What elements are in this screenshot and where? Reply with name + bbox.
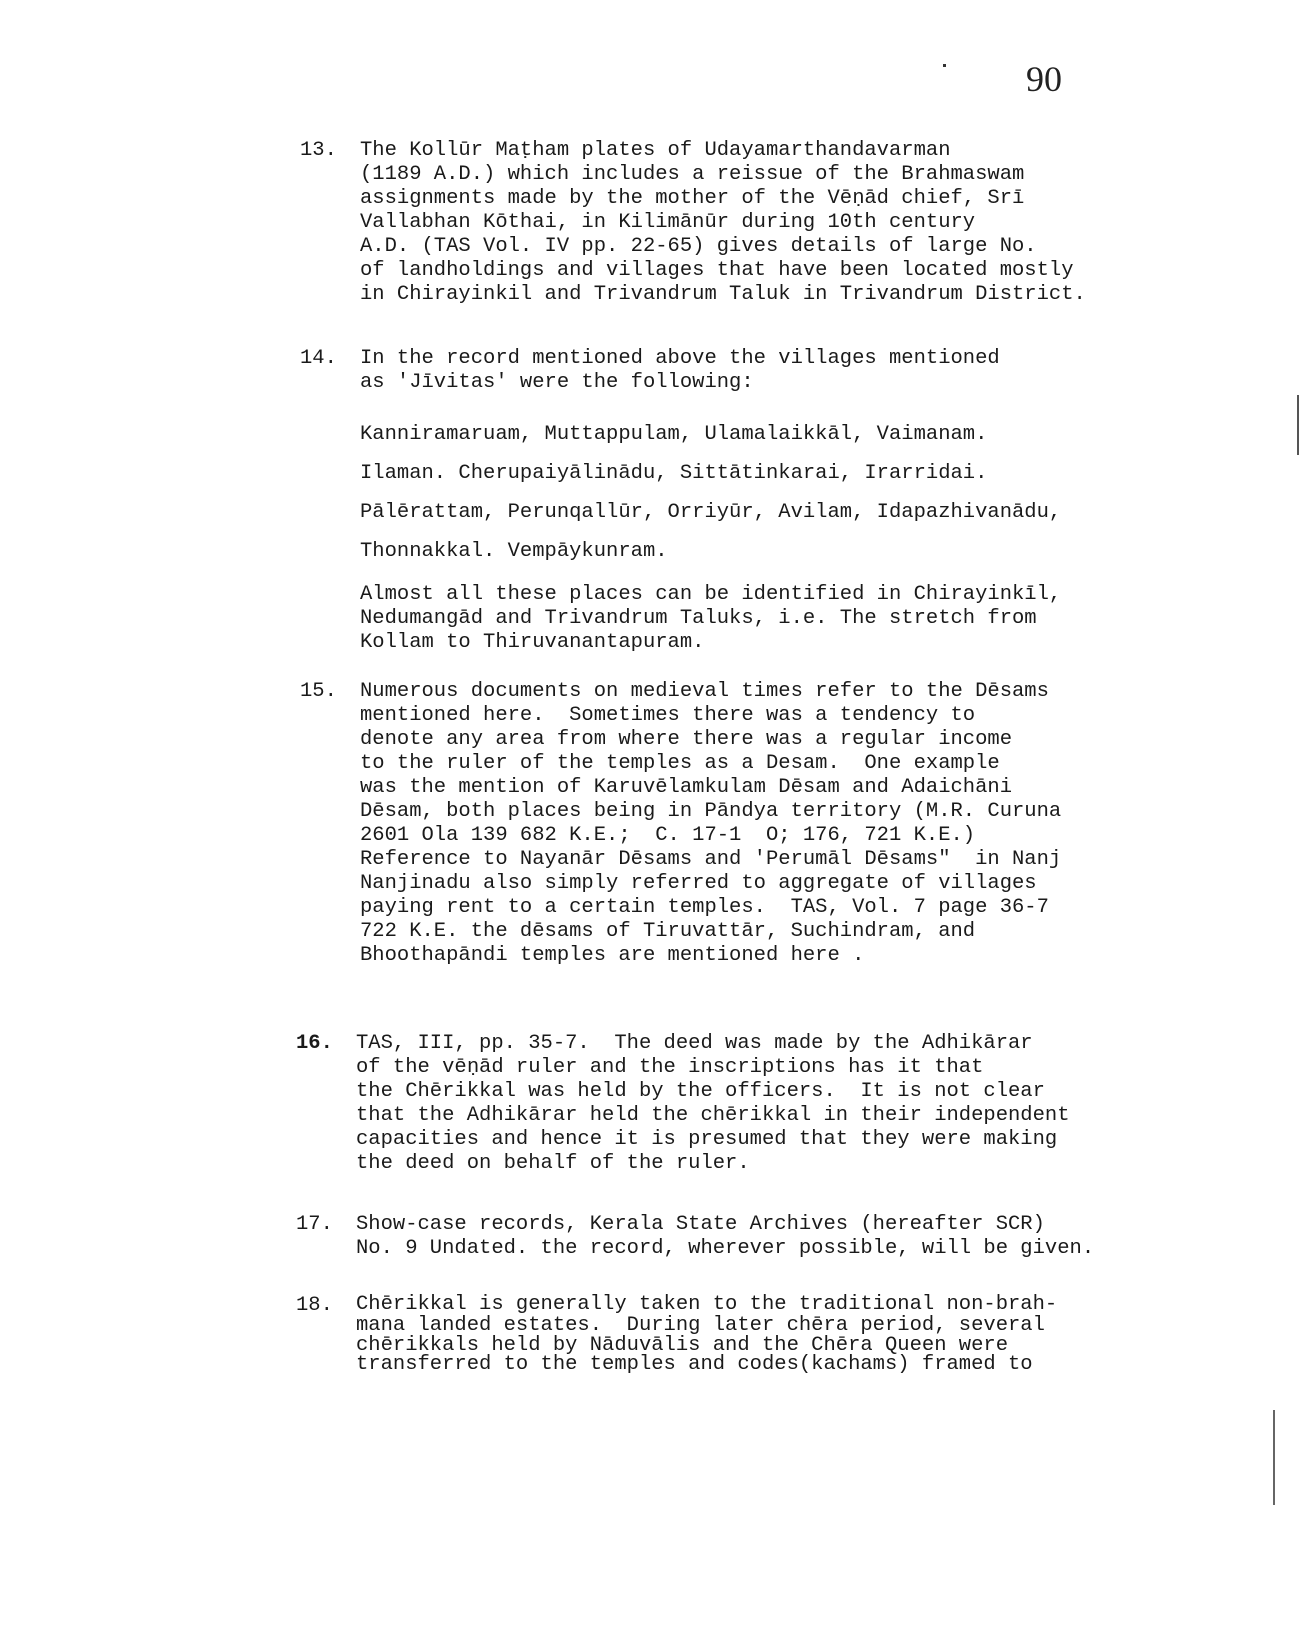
village-line: Kanniramaruam, Muttappulam, Ulamalaikkāl, Vaimanam. [360,423,988,446]
footnote-number: 13. [300,139,337,162]
footnote-line: the Chērikkal was held by the officers. It is not clear [356,1080,1045,1103]
footnote-line: Nedumangād and Trivandrum Taluks, i.e. The stretch from [360,607,1037,630]
footnote-line: Kollam to Thiruvanantapuram. [360,631,705,654]
footnote-line: denote any area from where there was a regular income [360,728,1013,751]
village-line: Ilaman. Cherupaiyālinādu, Sittātinkarai, Irarridai. [360,462,988,485]
footnote-number: 18. [296,1294,333,1317]
footnote-line: the deed on behalf of the ruler. [356,1152,750,1175]
footnote-line: 722 K.E. the dēsams of Tiruvattār, Suchindram, and [360,920,976,943]
footnote-line: In the record mentioned above the villages mentioned [360,347,1000,370]
village-line: Pālērattam, Perunqallūr, Orriyūr, Avilam, Idapazhivanādu, [360,501,1062,524]
footnote-line: Vallabhan Kōthai, in Kilimānūr during 10th century [360,211,976,234]
footnote-number: 14. [300,347,337,370]
footnote-line: chērikkals held by Nāduvālis and the Chēra Queen were [356,1334,1009,1357]
scan-mark [943,64,946,67]
scan-mark [1297,395,1299,455]
footnote-line: mana landed estates. During later chēra period, several [356,1314,1045,1337]
footnote-line: capacities and hence it is presumed that they were making [356,1128,1058,1151]
footnote-14 [300,347,1260,655]
footnote-line: Chērikkal is generally taken to the traditional non-brah- [356,1293,1058,1316]
village-line: Thonnakkal. Vempāykunram. [360,540,668,563]
footnote-line: that the Adhikārar held the chērikkal in their independent [356,1104,1070,1127]
footnote-line: Almost all these places can be identified in Chirayinkīl, [360,583,1062,606]
footnote-line: transferred to the temples and codes(kachams) framed to [356,1353,1033,1376]
footnote-line: Show-case records, Kerala State Archives (hereafter SCR) [356,1213,1045,1236]
footnote-line: (1189 A.D.) which includes a reissue of the Brahmaswam [360,163,1025,186]
footnote-line: 2601 Ola 139 682 K.E.; C. 17-1 O; 176, 721 K.E.) [360,824,976,847]
footnote-line: Nanjinadu also simply referred to aggregate of villages [360,872,1037,895]
page-number: 90 [1026,59,1062,99]
footnote-line: assignments made by the mother of the Vēṇād chief, Srī [360,187,1025,210]
footnote-line: in Chirayinkil and Trivandrum Taluk in Trivandrum District. [360,283,1086,306]
footnote-line: paying rent to a certain temples. TAS, Vol. 7 page 36-7 [360,896,1049,919]
footnote-line: The Kollūr Maṭham plates of Udayamarthandavarman [360,139,951,162]
footnote-15 [300,680,1260,968]
footnote-line: to the ruler of the temples as a Desam. One example [360,752,1000,775]
footnote-line: of the vēṇād ruler and the inscriptions has it that [356,1056,984,1079]
footnote-line: No. 9 Undated. the record, wherever possible, will be given. [356,1237,1095,1260]
footnote-line: of landholdings and villages that have been located mostly [360,259,1074,282]
footnote-line: A.D. (TAS Vol. IV pp. 22-65) gives details of large No. [360,235,1037,258]
footnote-number: 17. [296,1213,333,1236]
footnote-line: as 'Jīvitas' were the following: [360,371,754,394]
footnote-18 [296,1294,1256,1374]
footnote-line: Numerous documents on medieval times refer to the Dēsams [360,680,1049,703]
scan-mark [1273,1410,1275,1505]
village-list [360,415,1260,571]
footnote-line: was the mention of Karuvēlamkulam Dēsam and Adaichāni [360,776,1013,799]
footnote-17 [296,1213,1256,1261]
footnote-line: Reference to Nayanār Dēsams and 'Perumāl Dēsams" in Nanj [360,848,1062,871]
footnote-number: 16. [296,1032,333,1055]
footnote-16 [296,1032,1256,1176]
footnote-line: Dēsam, both places being in Pāndya territory (M.R. Curuna [360,800,1062,823]
footnote-number: 15. [300,680,337,703]
footnote-line: Bhoothapāndi temples are mentioned here . [360,944,865,967]
footnote-line: TAS, III, pp. 35-7. The deed was made by the Adhikārar [356,1032,1033,1055]
footnote-line: mentioned here. Sometimes there was a tendency to [360,704,976,727]
footnote-13 [300,139,1260,307]
